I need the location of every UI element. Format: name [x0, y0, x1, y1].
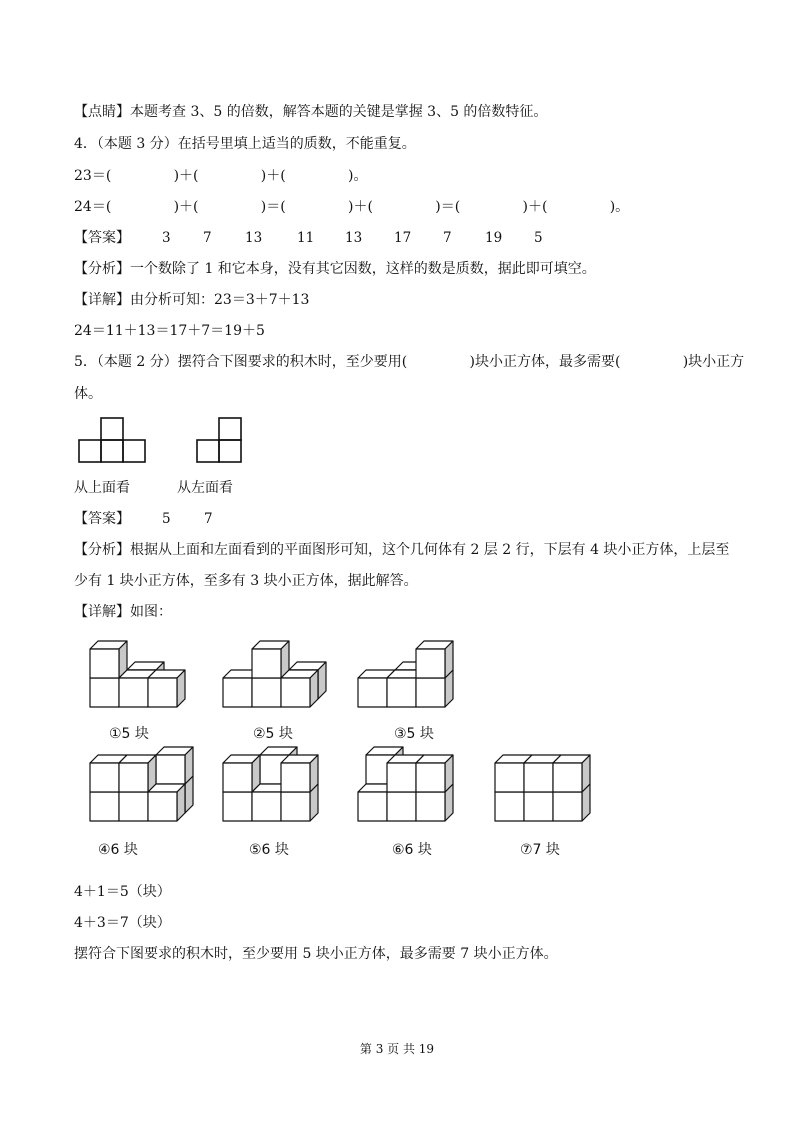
cube-figure-5 — [222, 755, 332, 825]
q4-answer-7: 7 — [443, 230, 452, 246]
q5-title: 5．（本题 2 分）摆符合下图要求的积木时，至少要用( )块小正方体，最多需要( )块小正方 — [74, 354, 745, 370]
q4-answer-4: 11 — [297, 230, 315, 246]
cube-face — [223, 792, 252, 821]
figure-caption-1: ①5 块 — [109, 726, 149, 742]
cube-face — [416, 678, 445, 707]
cube-face — [281, 792, 310, 821]
cube-face — [387, 763, 416, 792]
figure-caption-7: ⑦7 块 — [520, 842, 560, 858]
figure-caption-5: ⑤6 块 — [249, 842, 289, 858]
q4-answer-5: 13 — [345, 230, 363, 246]
cube-face — [156, 755, 185, 784]
cube-figure-2 — [222, 641, 332, 711]
cube-face — [281, 678, 310, 707]
q5-answer-1: 5 — [162, 511, 171, 527]
cube-face — [387, 678, 416, 707]
q4-answer-2: 7 — [203, 230, 212, 246]
cube-face — [281, 763, 310, 792]
q4-answer-8: 19 — [485, 230, 503, 246]
q5-analysis-cont: 少有 1 块小正方体，至多有 3 块小正方体，据此解答。 — [74, 573, 418, 589]
cube-face — [252, 678, 281, 707]
page-footer: 第 3 页 共 19 — [359, 1042, 435, 1056]
q4-answer-6: 17 — [394, 230, 412, 246]
cube-face — [148, 792, 177, 821]
q4-equation-2: 24＝( )＋( )＝( )＋( )＝( )＋( )。 — [74, 199, 630, 215]
left-view-figure — [196, 417, 246, 463]
conclusion-line: 摆符合下图要求的积木时，至少要用 5 块小正方体，最多需要 7 块小正方体。 — [74, 946, 558, 962]
q4-detail: 【详解】由分析可知：23＝3＋7＋13 — [74, 292, 310, 308]
q4-answer-9: 5 — [534, 230, 543, 246]
cube-face — [416, 763, 445, 792]
calc-line-2: 4＋3＝7（块） — [74, 915, 171, 931]
figure-caption-6: ⑥6 块 — [392, 842, 432, 858]
figure-caption-4: ④6 块 — [98, 842, 138, 858]
q5-answer-label: 【答案】 — [74, 511, 130, 527]
cube-face — [553, 763, 582, 792]
q4-analysis: 【分析】一个数除了 1 和它本身，没有其它因数，这样的数是质数，据此即可填空。 — [74, 261, 596, 277]
cube-face — [524, 763, 553, 792]
cube-face — [90, 678, 119, 707]
q4-equation-1: 23＝( )＋( )＋( )。 — [74, 168, 368, 184]
cube-figure-3 — [357, 641, 467, 711]
q4-answer-3: 13 — [245, 230, 263, 246]
q5-title-cont: 体。 — [74, 386, 102, 402]
left-view-caption: 从左面看 — [177, 480, 233, 496]
cube-figure-4 — [89, 755, 199, 825]
cube-face — [387, 792, 416, 821]
cube-face — [119, 678, 148, 707]
cube-face — [524, 792, 553, 821]
cube-face — [495, 792, 524, 821]
q5-analysis: 【分析】根据从上面和左面看到的平面图形可知，这个几何体有 2 层 2 行，下层有 4 块小正方体，上层至 — [74, 542, 730, 558]
cube-face — [416, 792, 445, 821]
figure-caption-2: ②5 块 — [253, 726, 293, 742]
q4-detail-2: 24＝11＋13＝17＋7＝19＋5 — [74, 323, 265, 339]
cube-figure-1 — [89, 641, 199, 711]
cube-face — [495, 763, 524, 792]
cube-face — [90, 792, 119, 821]
q5-answer-2: 7 — [204, 511, 213, 527]
cube-figure-7 — [494, 755, 604, 825]
cube-face — [358, 678, 387, 707]
dianjing-line: 【点睛】本题考查 3、5 的倍数，解答本题的关键是掌握 3、5 的倍数特征。 — [74, 104, 548, 120]
cube-face — [553, 792, 582, 821]
cube-face — [148, 678, 177, 707]
calc-line-1: 4＋1＝5（块） — [74, 884, 171, 900]
cube-face — [119, 763, 148, 792]
q4-title: 4．（本题 3 分）在括号里填上适当的质数，不能重复。 — [74, 136, 416, 152]
cube-face — [119, 792, 148, 821]
cube-figure-6 — [357, 755, 467, 825]
cube-face — [90, 649, 119, 678]
q4-answer-label: 【答案】 — [74, 230, 130, 246]
cube-face — [416, 649, 445, 678]
cube-face — [90, 763, 119, 792]
cube-face — [358, 792, 387, 821]
q5-detail: 【详解】如图： — [74, 604, 172, 620]
top-view-caption: 从上面看 — [74, 480, 130, 496]
figure-caption-3: ③5 块 — [394, 726, 434, 742]
cube-face — [223, 678, 252, 707]
cube-face — [252, 649, 281, 678]
top-view-figure — [78, 417, 148, 463]
q4-answer-1: 3 — [162, 230, 171, 246]
cube-face — [223, 763, 252, 792]
cube-face — [252, 792, 281, 821]
